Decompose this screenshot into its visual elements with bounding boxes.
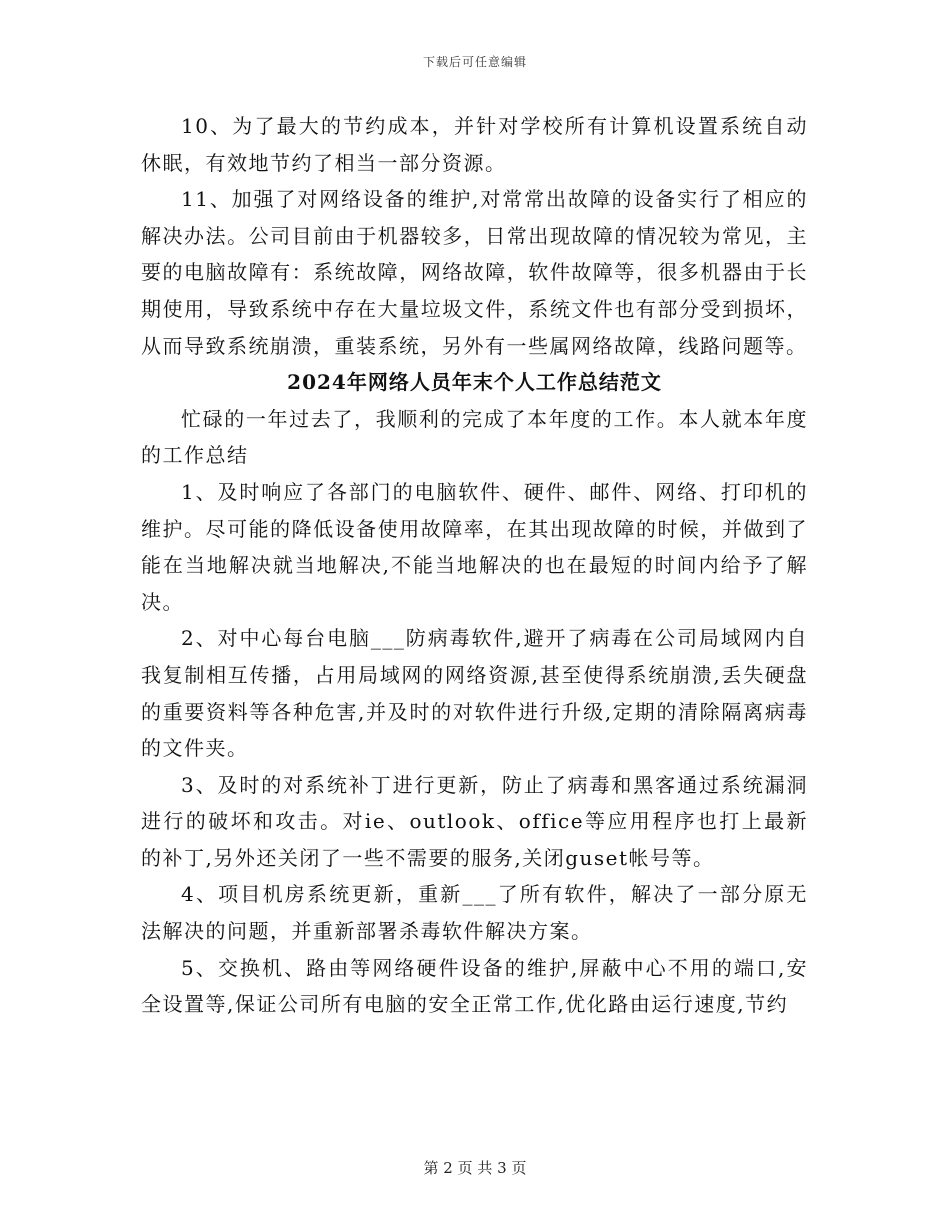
summary-item-1: 1、及时响应了各部门的电脑软件、硬件、邮件、网络、打印机的维护。尽可能的降低设备使用故障率，在其出现故障的时候，并做到了能在当地解决就当地解决,不能当地解决的也在最短的时间内给予了解决。 — [141, 479, 808, 614]
summary-item-2: 2、对中心每台电脑___防病毒软件,避开了病毒在公司局域网内自我复制相互传播，占用局域网的网络资源,甚至使得系统崩溃,丢失硬盘的重要资料等各种危害,并及时的对软件进行升级,定期的清除隔离病毒的文件夹。 — [141, 626, 808, 761]
intro-paragraph: 忙碌的一年过去了，我顺利的完成了本年度的工作。本人就本年度的工作总结 — [141, 406, 808, 468]
summary-item-4: 4、项目机房系统更新，重新___了所有软件，解决了一部分原无法解决的问题，并重新部署杀毒软件解决方案。 — [141, 882, 808, 944]
page-footer: 第 2 页 共 3 页 — [423, 1159, 527, 1177]
page-header: 下载后可任意编辑 — [422, 55, 527, 69]
document-body — [141, 108, 808, 1023]
paragraph-10: 10、为了最大的节约成本，并针对学校所有计算机设置系统自动休眠，有效地节约了相当一部分资源。 — [141, 114, 808, 175]
paragraph-11: 11、加强了对网络设备的维护,对常常出故障的设备实行了相应的解决办法。公司目前由于机器较多，日常出现故障的情况较为常见，主要的电脑故障有：系统故障，网络故障，软件故障等，很多机器由于长期使用，导致系统中存在大量垃圾文件，系统文件也有部分受到损坏，从而导致系统崩溃，重装系统，另外有一些属网络故障，线路问题等。 — [141, 187, 808, 358]
section-title: 2024年网络人员年末个人工作总结范文 — [287, 370, 662, 395]
summary-item-3: 3、及时的对系统补丁进行更新，防止了病毒和黑客通过系统漏洞进行的破坏和攻击。对ie、outlook、office等应用程序也打上最新的补丁,另外还关闭了一些不需要的服务,关闭guset帐号等。 — [141, 772, 808, 870]
summary-item-5: 5、交换机、路由等网络硬件设备的维护,屏蔽中心不用的端口,安全设置等,保证公司所有电脑的安全正常工作,优化路由运行速度,节约 — [141, 955, 808, 1017]
